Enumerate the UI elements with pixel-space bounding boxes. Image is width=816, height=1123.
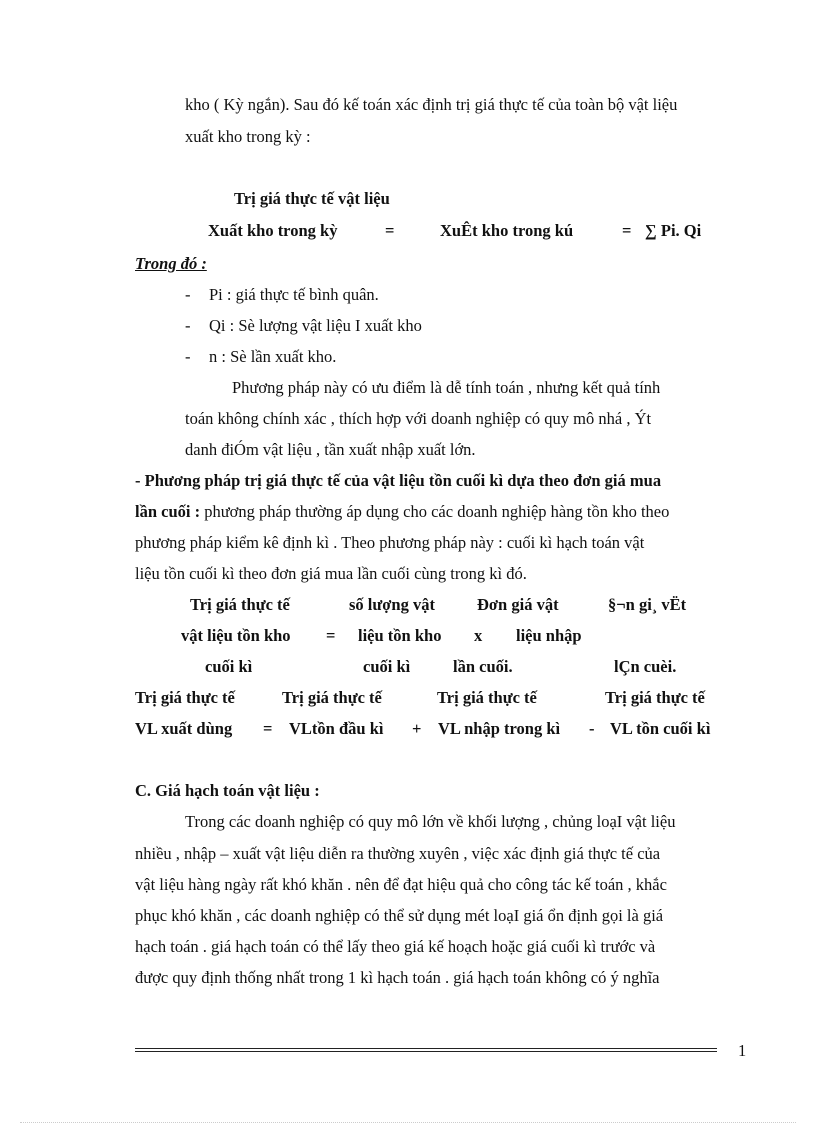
where-dash-1: - <box>185 285 191 304</box>
formula1-mid: XuÊt kho trong kú <box>440 221 574 240</box>
f3-r1-c2: Trị giá thực tế <box>282 688 382 707</box>
f3-r2-minus: - <box>589 719 595 738</box>
f2-r1-c4: §¬n gi¸ vËt <box>608 595 687 614</box>
intro-line-2: xuất kho trong kỳ : <box>185 127 311 146</box>
section-c-line-2: nhiều , nhập – xuất vật liệu diễn ra thường xuyên , việc xác định giá thực tế của <box>135 844 661 863</box>
f2-r3-c1: cuối kì <box>205 657 253 676</box>
f2-r2-c1: vật liệu tồn kho <box>181 626 291 645</box>
formula1-left: Xuất kho trong kỳ <box>208 221 338 240</box>
f2-r1-c1: Trị giá thực tế <box>190 595 290 614</box>
formula1-right: ∑ Pi. Qi <box>645 221 702 240</box>
f2-r1-c3: Đơn giá vật <box>477 595 559 614</box>
formula1-equals-2: = <box>622 221 632 240</box>
section-c-line-4: phục khó khăn , các doanh nghiệp có thể sử dụng mét loạI giá ổn định gọi là giá <box>135 906 664 925</box>
section-c-line-5: hạch toán . giá hạch toán có thể lấy theo giá kế hoạch hoặc giá cuối kì trước và <box>135 937 656 956</box>
section-c-line-1: Trong các doanh nghiệp có quy mô lớn về khối lượng , chủng loạI vật liệu <box>185 812 676 831</box>
f3-r1-c3: Trị giá thực tế <box>437 688 537 707</box>
where-item-2: Qi : Sè lượng vật liệu I xuất kho <box>209 316 422 335</box>
f3-r1-c1: Trị giá thực tế <box>135 688 235 707</box>
footer-rule-bottom <box>135 1051 717 1052</box>
method-line-2-text: phương pháp thường áp dụng cho các doanh nghiệp hàng tồn kho theo <box>200 502 670 521</box>
para1-line-3: danh điÓm vật liệu , tần xuất nhập xuất lớn. <box>185 440 476 459</box>
page-number: 1 <box>738 1041 747 1060</box>
method-title-cont: lần cuối : <box>135 502 201 521</box>
formula1-header: Trị giá thực tế vật liệu <box>234 189 390 208</box>
f3-r2-c1: VL xuất dùng <box>135 719 233 738</box>
f3-r2-c2: VLtồn đầu kì <box>289 719 384 738</box>
method-line-2 <box>135 502 669 522</box>
f2-r2-eq: = <box>326 626 336 645</box>
f2-r1-c2: số lượng vật <box>349 595 435 614</box>
f3-r2-c4: VL tồn cuối kì <box>610 719 711 738</box>
f2-r2-c3: liệu nhập <box>516 626 582 645</box>
section-c-heading: C. Giá hạch toán vật liệu : <box>135 781 320 800</box>
f2-r3-c2: cuối kì <box>363 657 411 676</box>
f2-r3-c3: lần cuối. <box>453 657 513 676</box>
f3-r2-eq: = <box>263 719 273 738</box>
para1-line-1: Phương pháp này có ưu điểm là dễ tính toán , nhưng kết quả tính <box>232 378 661 397</box>
para1-line-2: toán không chính xác , thích hợp với doanh nghiệp có quy mô nhá , Ýt <box>185 409 652 428</box>
where-item-3: n : Sè lần xuất kho. <box>209 347 337 366</box>
where-dash-3: - <box>185 347 191 366</box>
section-c-line-6: được quy định thống nhất trong 1 kì hạch toán . giá hạch toán không có ý nghĩa <box>135 968 660 987</box>
formula1-equals-1: = <box>385 221 395 240</box>
f3-r1-c4: Trị giá thực tế <box>605 688 705 707</box>
f2-r3-c4: lÇn cuèi. <box>614 657 677 676</box>
where-label: Trong đó : <box>135 254 207 273</box>
method-title: - Phương pháp trị giá thực tế của vật liệu tồn cuối kì dựa theo đơn giá mua <box>135 471 662 490</box>
method-line-3: phương pháp kiểm kê định kì . Theo phương pháp này : cuối kì hạch toán vật <box>135 533 645 552</box>
section-c-line-3: vật liệu hàng ngày rất khó khăn . nên để đạt hiệu quả cho công tác kế toán , khắc <box>135 875 667 894</box>
f2-r2-times: x <box>474 626 483 645</box>
where-dash-2: - <box>185 316 191 335</box>
footer-rule-top <box>135 1048 717 1049</box>
f3-r2-c3: VL nhập trong kì <box>438 719 561 738</box>
f3-r2-plus: + <box>412 719 422 738</box>
where-item-1: Pi : giá thực tế bình quân. <box>209 285 379 304</box>
method-line-4: liệu tồn cuối kì theo đơn giá mua lần cuối cùng trong kì đó. <box>135 564 527 583</box>
f2-r2-c2: liệu tồn kho <box>358 626 442 645</box>
intro-line-1: kho ( Kỳ ngắn). Sau đó kế toán xác định trị giá thực tế của toàn bộ vật liệu <box>185 95 678 114</box>
